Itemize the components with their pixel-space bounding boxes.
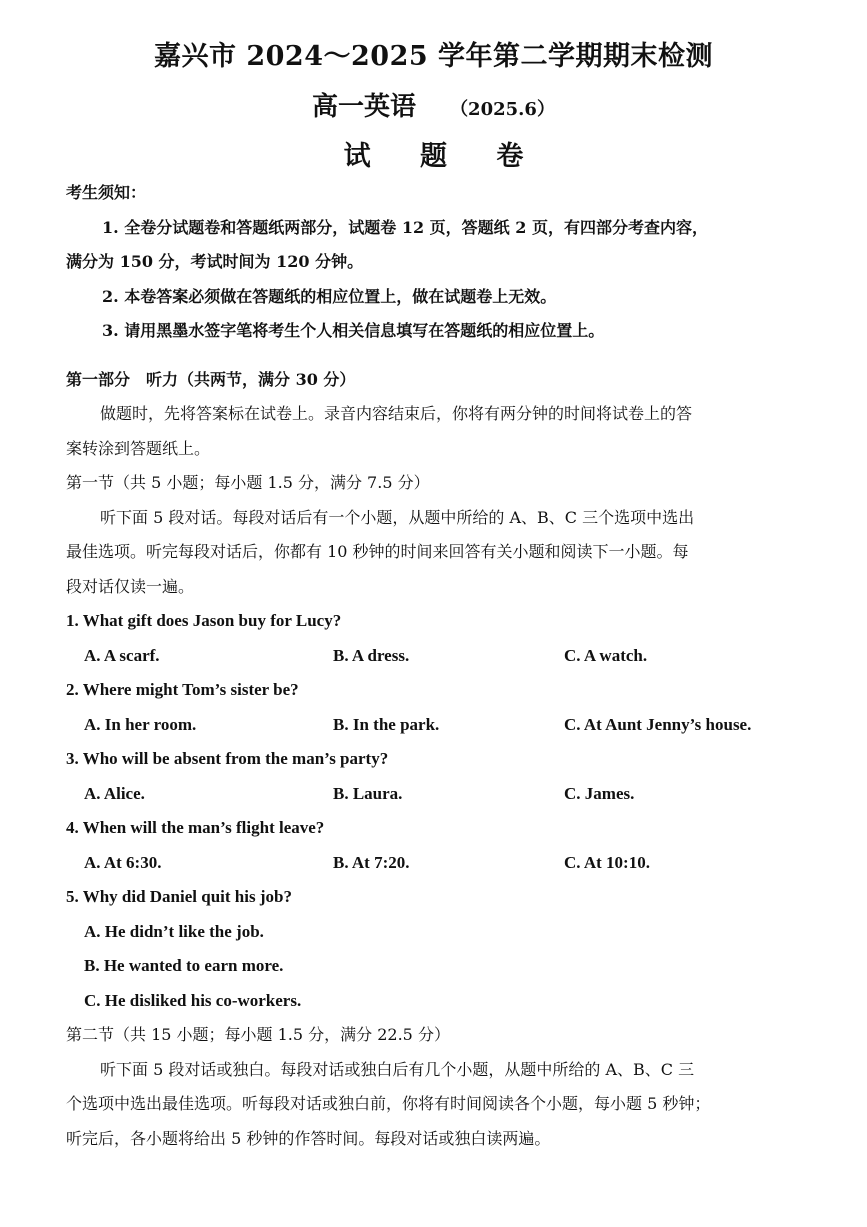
section1-intro-line-2: 最佳选项。听完每段对话后，你都有 10 秒钟的时间来回答有关小题和阅读下一小题。每: [66, 542, 689, 561]
notice-item-1-cont: 满分为 150 分，考试时间为 120 分钟。: [66, 252, 364, 271]
option-c: C. James.: [564, 783, 635, 803]
subject-line: [0, 86, 867, 123]
section1-heading: 第一节（共 5 小题；每小题 1.5 分，满分 7.5 分）: [66, 473, 430, 492]
exam-title: 嘉兴市 2024～2025 学年第二学期期末检测: [153, 41, 714, 72]
question-1: 1. What gift does Jason buy for Lucy?: [66, 611, 342, 630]
option-a: A. A scarf.: [84, 645, 160, 665]
question-2: 2. Where might Tom’s sister be?: [66, 680, 299, 699]
option-b: B. A dress.: [333, 645, 410, 665]
option-a: A. Alice.: [84, 783, 145, 803]
option-c: C. At 10:10.: [564, 852, 650, 872]
section1-intro-line-1: 听下面 5 段对话。每段对话后有一个小题，从题中所给的 A、B、C 三个选项中选出: [100, 507, 695, 527]
notice-item-3: 3. 请用黑墨水签字笔将考生个人相关信息填写在答题纸的相应位置上。: [102, 321, 605, 340]
option-c: C. A watch.: [564, 645, 648, 665]
option-c: C. At Aunt Jenny’s house.: [564, 714, 752, 734]
notice-heading: 考生须知：: [66, 183, 147, 202]
part1-intro-line-2: 案转涂到答题纸上。: [66, 438, 211, 458]
part1-intro-line-1: 做题时，先将答案标在试卷上。录音内容结束后，你将有两分钟的时间将试卷上的答: [100, 404, 693, 423]
option-b: B. In the park.: [333, 714, 440, 734]
question-5-option-a: A. He didn’t like the job.: [84, 921, 264, 941]
exam-date: （2025.6）: [450, 99, 555, 120]
option-a: A. At 6:30.: [84, 852, 162, 872]
section2-intro-line-3: 听完后，各小题将给出 5 秒钟的作答时间。每段对话或独白读两遍。: [66, 1128, 551, 1148]
paper-name: 试 题 卷: [343, 141, 544, 172]
question-4-options: [66, 846, 816, 881]
section2-intro-line-2: 个选项中选出最佳选项。听每段对话或独白前，你将有时间阅读各个小题，每小题 5 秒钟；: [66, 1094, 711, 1113]
section2-heading: 第二节（共 15 小题；每小题 1.5 分，满分 22.5 分）: [66, 1025, 450, 1044]
question-4: 4. When will the man’s flight leave?: [66, 818, 325, 837]
exam-content: [66, 176, 816, 1156]
question-3-options: [66, 777, 816, 812]
notice-item-2: 2. 本卷答案必须做在答题纸的相应位置上，做在试题卷上无效。: [102, 286, 557, 306]
subject-name: 高一英语: [312, 92, 417, 122]
option-b: B. Laura.: [333, 783, 403, 803]
question-2-options: [66, 708, 816, 743]
option-a: A. In her room.: [84, 714, 197, 734]
question-3: 3. Who will be absent from the man’s party?: [66, 749, 389, 768]
question-5-option-b: B. He wanted to earn more.: [84, 956, 284, 975]
notice-item-1: 1. 全卷分试题卷和答题纸两部分，试题卷 12 页，答题纸 2 页，有四部分考查内容，: [102, 217, 708, 237]
question-5-option-c: C. He disliked his co-workers.: [84, 990, 302, 1010]
section1-intro-line-3: 段对话仅读一遍。: [66, 576, 195, 596]
section2-intro-line-1: 听下面 5 段对话或独白。每段对话或独白后有几个小题，从题中所给的 A、B、C 三: [100, 1059, 695, 1079]
question-1-options: [66, 639, 816, 674]
option-b: B. At 7:20.: [333, 852, 410, 872]
question-5: 5. Why did Daniel quit his job?: [66, 887, 292, 906]
part1-heading: 第一部分 听力（共两节，满分 30 分）: [66, 369, 356, 389]
